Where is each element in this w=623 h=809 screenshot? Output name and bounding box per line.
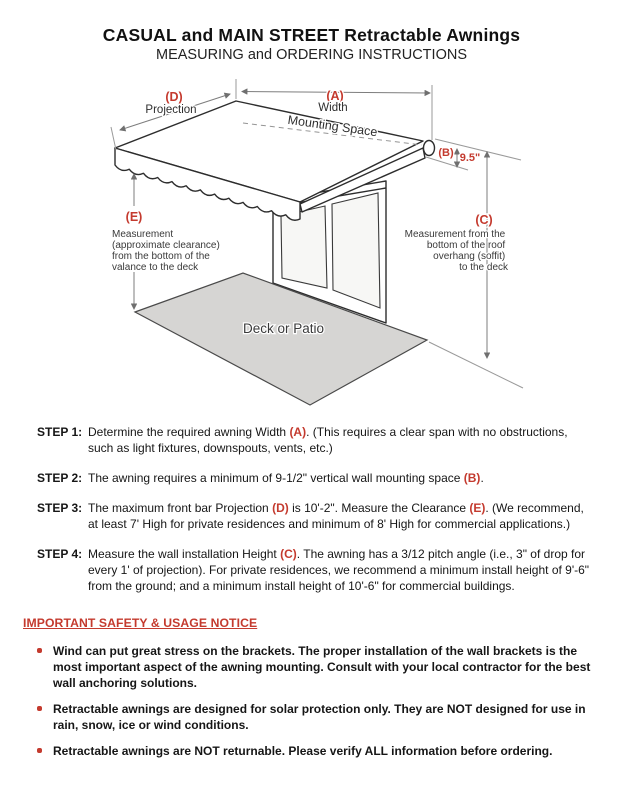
label-d: (D) [165, 90, 183, 104]
label-e-line: Measurement [112, 229, 174, 240]
step-1 [37, 424, 593, 456]
safety-bullet-2 [23, 701, 593, 733]
step-text-segment: . The awning has a 3/12 pitch angle (i.e., 3" of drop for every 1' of projection). For private residences, we recommend a minimum install height of 9'-6" from the ground; and a minimum install height of 10'-6" for commercial buildings. [88, 547, 590, 593]
label-projection: Projection [145, 104, 197, 116]
step-text-segment: Determine the required awning Width [88, 425, 290, 439]
steps-section [37, 424, 593, 608]
page-subtitle: MEASURING and ORDERING INSTRUCTIONS [156, 47, 467, 63]
label-a: (A) [326, 89, 344, 103]
bullet-text: Wind can put great stress on the brackets. The proper installation of the wall brackets is the most important aspect of the awning mounting. Consult with your local contractor for the best wall anchoring solutions. [53, 644, 591, 690]
measure-ref: (D) [272, 501, 289, 515]
label-e-line: from the bottom of the [112, 251, 210, 262]
safety-bullets [23, 643, 593, 759]
step-2 [37, 470, 593, 486]
bullet-icon [37, 648, 42, 653]
step-text [88, 546, 593, 594]
label-c: (C) [475, 213, 493, 227]
step-label: STEP 3: [37, 501, 83, 515]
step-text-segment: . (We recommend, at least 7' High for private residences and minimum of 8' High for commercial applications.) [88, 501, 584, 531]
step-label: STEP 4: [37, 547, 83, 561]
door-glass-right [332, 193, 380, 308]
step-text-segment: . [480, 471, 484, 485]
roller-tube-end [424, 141, 435, 156]
label-c-description [405, 229, 509, 273]
projection-tick [111, 127, 116, 150]
step-label: STEP 2: [37, 471, 83, 485]
label-e: (E) [125, 210, 143, 224]
step-text-segment: The awning requires a minimum of 9-1/2" vertical wall mounting space [88, 471, 464, 485]
step-text-segment: is 10'-2". Measure the Clearance [288, 501, 470, 515]
bullet-text: Retractable awnings are NOT returnable. Please verify ALL information before ordering. [53, 744, 553, 758]
step-text-segment: Measure the wall installation Height [88, 547, 281, 561]
step-text-segment: . (This requires a clear span with no obstructions, such as light fixtures, downspouts, vents, etc.) [88, 425, 568, 455]
page-title: CASUAL and MAIN STREET Retractable Awnings [102, 25, 521, 45]
step-label: STEP 1: [37, 425, 83, 439]
step-3 [37, 500, 593, 532]
label-b: (B) [438, 147, 454, 159]
label-e-line: (approximate clearance) [112, 240, 220, 251]
label-deck-patio: Deck or Patio [243, 321, 325, 336]
measure-ref: (A) [289, 425, 307, 439]
door-glass-left [281, 206, 327, 288]
label-c-line: Measurement from the [404, 229, 506, 240]
measure-ref: (B) [463, 471, 481, 485]
label-width: Width [318, 102, 348, 114]
label-c-line: bottom of the roof [426, 240, 506, 251]
label-c-line: to the deck [459, 262, 508, 273]
awning-measurement-diagram [0, 73, 623, 418]
measure-ref: (C) [280, 547, 297, 561]
measure-ref: (E) [469, 501, 486, 515]
bullet-icon [37, 706, 42, 711]
label-c-line: overhang (soffit) [433, 251, 506, 262]
safety-heading: IMPORTANT SAFETY & USAGE NOTICE [23, 616, 258, 630]
label-e-line: valance to the deck [112, 262, 199, 273]
step-text [88, 500, 593, 532]
step-text [88, 424, 593, 456]
document-header [0, 0, 623, 63]
safety-bullet-1 [23, 643, 593, 691]
safety-bullet-3 [23, 743, 593, 759]
bullet-text: Retractable awnings are designed for solar protection only. They are NOT designed for use in rain, snow, ice or wind conditions. [53, 702, 586, 732]
label-e-description [112, 229, 223, 273]
label-mounting-space: Mounting Space [286, 112, 379, 140]
label-b-value: 9.5" [459, 152, 481, 164]
step-4 [37, 546, 593, 594]
step-text [88, 470, 593, 486]
safety-section [23, 616, 593, 769]
ground-line [429, 342, 523, 388]
bullet-icon [37, 748, 42, 753]
step-text-segment: The maximum front bar Projection [88, 501, 273, 515]
